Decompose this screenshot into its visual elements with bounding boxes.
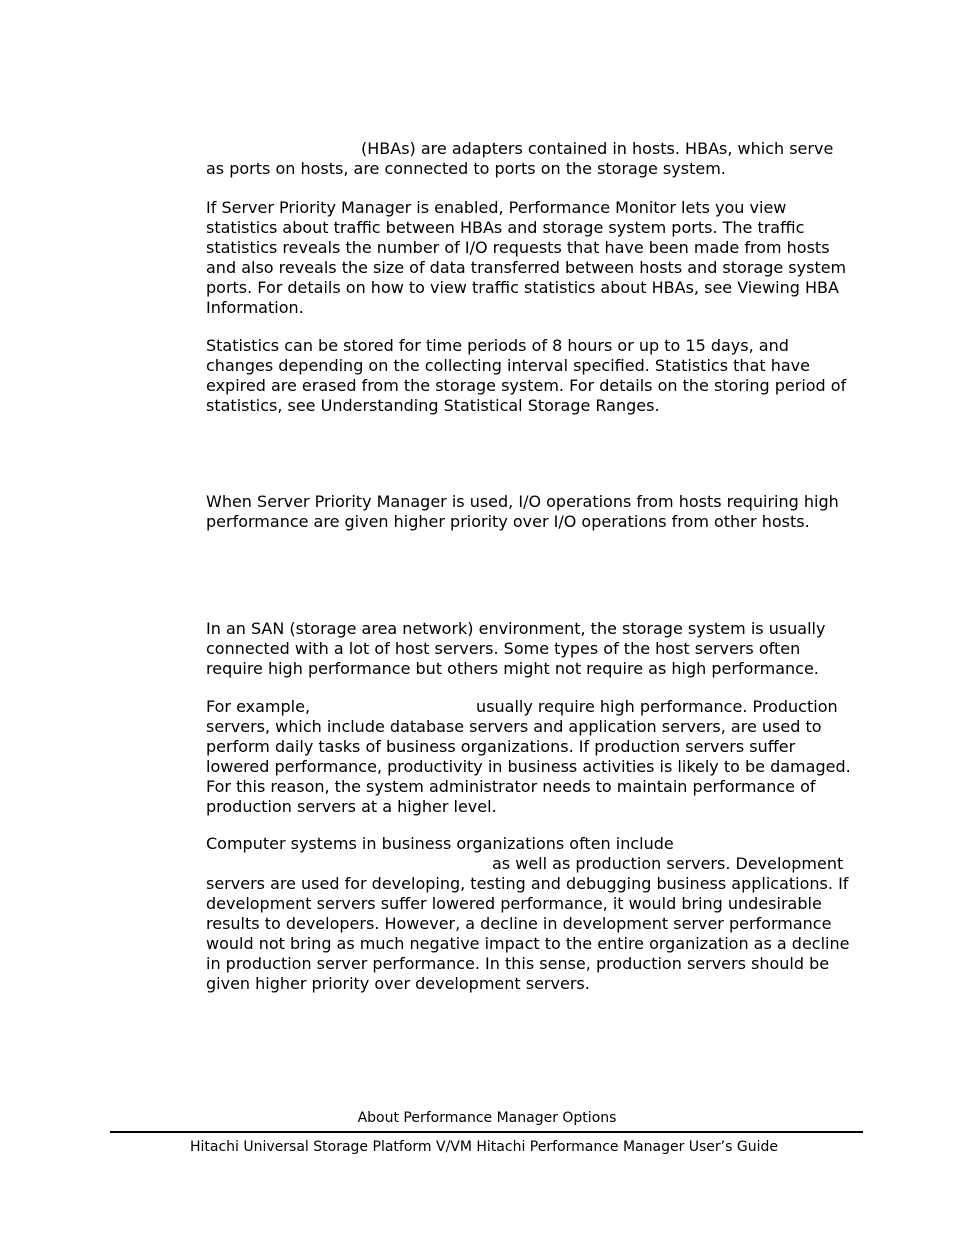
storage-period-text: Statistics can be stored for time periods of 8 hours or up to 15 days, and changes depending on the collecting interval specified. Statistics that have expired are erased from the storage system. For details on the storing period of statistics, see Understanding Statistical Storage Ranges. (206, 336, 847, 415)
hba-paragraph (206, 139, 854, 179)
footer-divider (110, 1131, 863, 1133)
production-servers-text: usually require high performance. Production servers, which include database servers and application servers, are used to perform daily tasks of business organizations. If production servers suffer lowered performance, productivity in business activities is likely to be damaged. For this reason, the system administrator needs to maintain performance of production servers at a higher level. (206, 697, 851, 816)
san-environment-paragraph (206, 619, 854, 679)
footer-section-title: About Performance Manager Options (357, 1110, 617, 1126)
production-servers-paragraph (206, 697, 854, 817)
footer-guide-title: Hitachi Universal Storage Platform V/VM Hitachi Performance Manager User’s Guide (190, 1139, 778, 1155)
development-servers-paragraph (206, 834, 854, 994)
san-environment-text: In an SAN (storage area network) environment, the storage system is usually connected with a lot of host servers. Some types of the host servers often require high performance but others might not require as high performance. (206, 619, 826, 678)
traffic-statistics-text: If Server Priority Manager is enabled, Performance Monitor lets you view statistics about traffic between HBAs and storage system ports. The traffic statistics reveals the number of I/O requests that have been made from hosts and also reveals the size of data transferred between hosts and storage system ports. For details on how to view traffic statistics about HBAs, see Viewing HBA Information. (206, 198, 847, 317)
development-servers-lead: Computer systems in business organizations often include (206, 834, 674, 853)
development-servers-text: as well as production servers. Development servers are used for developing, testing and debugging business applications. If development servers suffer lowered performance, it would bring undesirable results to developers. However, a decline in development server performance would not bring as much negative impact to the entire organization as a decline in production server performance. In this sense, production servers should be given higher priority over development servers. (206, 854, 850, 993)
storage-period-paragraph (206, 336, 854, 416)
traffic-statistics-paragraph (206, 198, 854, 318)
hba-text: (HBAs) are adapters contained in hosts. HBAs, which serve as ports on hosts, are connected to ports on the storage system. (206, 139, 834, 178)
server-priority-paragraph (206, 492, 854, 532)
server-priority-text: When Server Priority Manager is used, I/O operations from hosts requiring high performance are given higher priority over I/O operations from other hosts. (206, 492, 839, 531)
production-servers-lead: For example, (206, 697, 311, 716)
